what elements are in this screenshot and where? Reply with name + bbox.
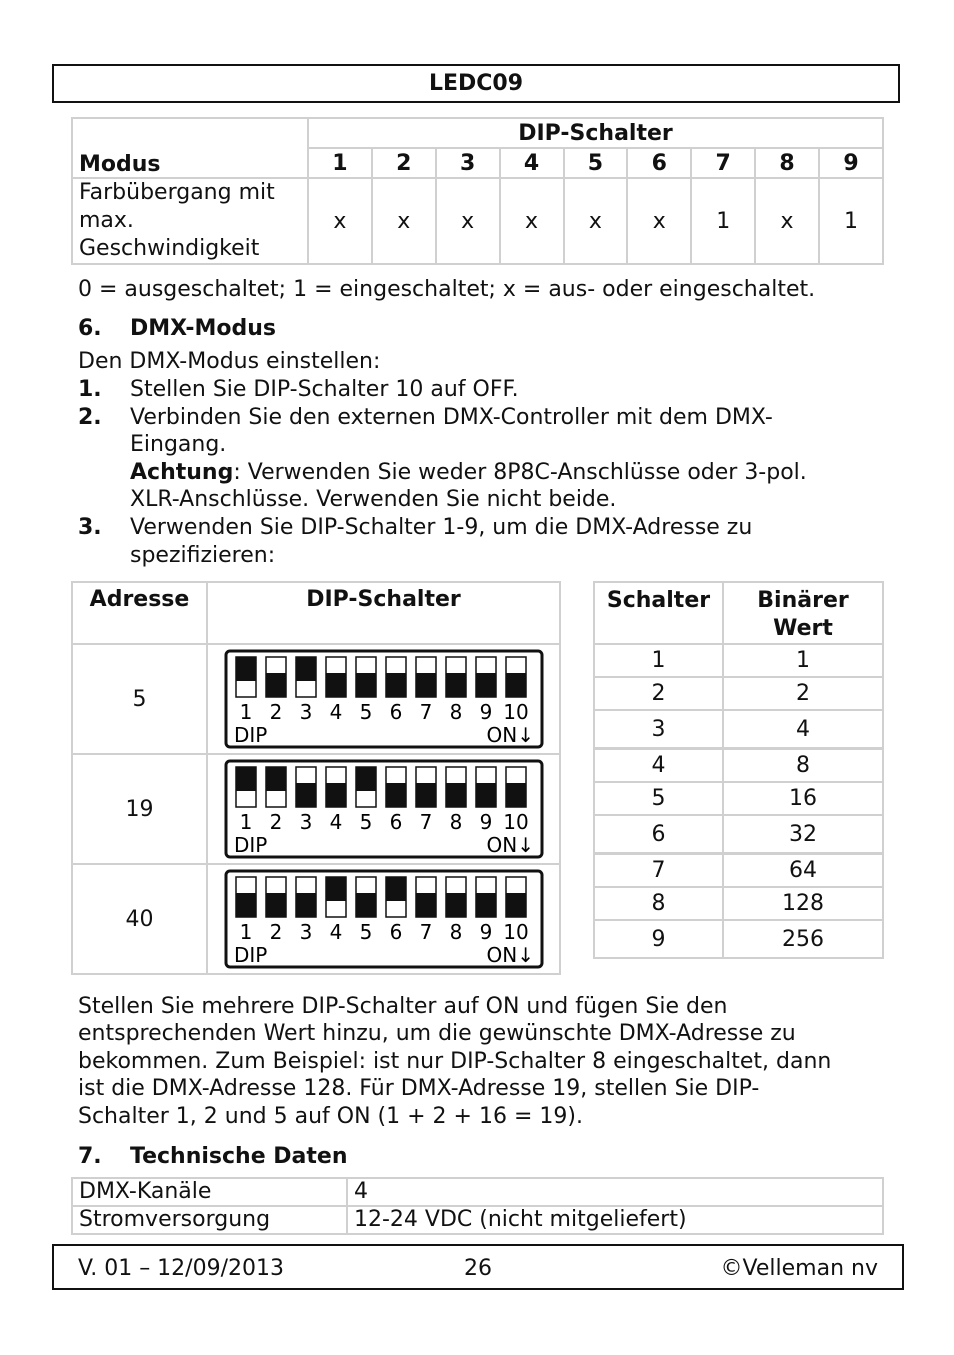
dip-switch-number: 2: [269, 920, 282, 944]
dip-switch-number: 6: [389, 700, 402, 724]
footer-page-number: 26: [464, 1256, 492, 1281]
binary-value-header: Binärer Wert: [723, 582, 883, 644]
table-row: 9 256: [594, 920, 883, 958]
switch-number: 6: [627, 148, 691, 178]
step-number: 2.: [78, 405, 102, 430]
explanation-line: entsprechenden Wert hinzu, um die gewünschte DMX-Adresse zu: [78, 1021, 796, 1046]
table-row: 8 128: [594, 887, 883, 920]
dip-label: DIP: [233, 723, 267, 747]
step-text: Eingang.: [130, 432, 227, 457]
switch-value: 1: [691, 178, 755, 264]
dip-label: DIP: [233, 943, 267, 967]
modus-table: [71, 117, 884, 265]
dip-header: DIP-Schalter: [308, 118, 883, 148]
table-row: 6 32: [594, 815, 883, 854]
step-number: 1.: [78, 377, 102, 402]
dip-switch-number: 8: [449, 810, 462, 834]
dip-switch-number: 5: [359, 810, 372, 834]
section-7-number: 7.: [78, 1144, 102, 1169]
section-6-title: DMX-Modus: [130, 316, 276, 341]
dip-switch-svg: [224, 649, 544, 749]
dip-switch-number: 8: [449, 920, 462, 944]
dip-switch-svg: [224, 759, 544, 859]
address-header: Adresse: [72, 582, 207, 644]
dip-switch-number: 4: [329, 810, 342, 834]
switch-value: 1: [819, 178, 883, 264]
table-row: 1 1: [594, 644, 883, 677]
modus-header: Modus: [72, 118, 308, 178]
switch-value: x: [500, 178, 564, 264]
dip-switch-diagram: [207, 644, 560, 754]
table-row: 5 16: [594, 782, 883, 815]
dip-switch-number: 10: [502, 700, 529, 724]
switch-value: x: [564, 178, 628, 264]
switch-value: x: [627, 178, 691, 264]
dip-switch-number: 9: [479, 810, 492, 834]
switch-number: 7: [691, 148, 755, 178]
step-text: Verbinden Sie den externen DMX-Controller mit dem DMX-: [130, 405, 773, 430]
spec-value: 4: [347, 1178, 883, 1206]
switch-value: x: [372, 178, 436, 264]
mode-label: Farbübergang mit max. Geschwindigkeit: [72, 178, 308, 264]
table-row: 2 2: [594, 677, 883, 710]
table-row: 7 64: [594, 854, 883, 888]
on-label: ON↓: [486, 943, 534, 967]
tech-specs-table: [71, 1177, 884, 1235]
address-value: 19: [72, 754, 207, 864]
switch-number: 1: [308, 148, 372, 178]
spec-label: Stromversorgung: [72, 1206, 347, 1234]
switch-number: 5: [564, 148, 628, 178]
table-row: [72, 754, 560, 864]
table-row: 3 4: [594, 710, 883, 749]
switch-number: 9: [819, 148, 883, 178]
dip-switch-off: [503, 767, 528, 834]
table-row: [72, 644, 560, 754]
step-text: spezifizieren:: [130, 543, 276, 568]
switch-legend: 0 = ausgeschaltet; 1 = eingeschaltet; x = aus- oder eingeschaltet.: [78, 277, 816, 302]
dip-switch-number: 6: [389, 920, 402, 944]
explanation-line: ist die DMX-Adresse 128. Für DMX-Adresse 19, stellen Sie DIP-: [78, 1076, 760, 1101]
dip-switch-number: 1: [239, 920, 252, 944]
on-label: ON↓: [486, 723, 534, 747]
dip-switch-number: 10: [502, 810, 529, 834]
dip-switch-number: 5: [359, 700, 372, 724]
table-row: [72, 1206, 883, 1234]
section-6-number: 6.: [78, 316, 102, 341]
binary-value-table: [593, 581, 884, 959]
dip-switch-diagram: [207, 864, 560, 974]
header-title: LEDC09: [428, 71, 524, 96]
explanation-line: Schalter 1, 2 und 5 auf ON (1 + 2 + 16 = 19).: [78, 1104, 583, 1129]
switch-header: Schalter: [594, 582, 723, 644]
spec-value: 12-24 VDC (nicht mitgeliefert): [347, 1206, 883, 1234]
dip-switch-number: 9: [479, 920, 492, 944]
step-note: Achtung: Verwenden Sie weder 8P8C-Anschlüsse oder 3-pol.: [130, 460, 807, 485]
table-row: [72, 864, 560, 974]
explanation-line: Stellen Sie mehrere DIP-Schalter auf ON und fügen Sie den: [78, 994, 728, 1019]
on-label: ON↓: [486, 833, 534, 857]
step-text: Stellen Sie DIP-Schalter 10 auf OFF.: [130, 377, 519, 402]
dip-switch-number: 1: [239, 810, 252, 834]
footer-copyright: ©Velleman nv: [720, 1256, 878, 1281]
address-value: 5: [72, 644, 207, 754]
dip-switch-number: 2: [269, 810, 282, 834]
dip-switch-svg: [224, 869, 544, 969]
dip-switch-number: 3: [299, 810, 312, 834]
switch-value: x: [308, 178, 372, 264]
dip-switch-number: 3: [299, 920, 312, 944]
dip-switch-number: 4: [329, 920, 342, 944]
dip-switch-off: [503, 657, 528, 724]
dip-switch-number: 3: [299, 700, 312, 724]
address-value: 40: [72, 864, 207, 974]
section-7-title: Technische Daten: [130, 1144, 348, 1169]
address-dip-table: [71, 581, 561, 975]
dip-switch-number: 8: [449, 700, 462, 724]
table-row: [72, 178, 883, 264]
switch-number: 2: [372, 148, 436, 178]
dip-switch-number: 7: [419, 810, 432, 834]
dip-switch-number: 4: [329, 700, 342, 724]
table-row: [72, 1178, 883, 1206]
table-row: 4 8: [594, 749, 883, 783]
dip-switch-number: 5: [359, 920, 372, 944]
dip-switch-number: 7: [419, 700, 432, 724]
switch-value: x: [755, 178, 819, 264]
dip-switch-number: 2: [269, 700, 282, 724]
switch-number: 3: [436, 148, 500, 178]
footer-version: V. 01 – 12/09/2013: [78, 1256, 284, 1281]
dip-switch-number: 10: [502, 920, 529, 944]
dip-switch-number: 7: [419, 920, 432, 944]
note-label: Achtung: [130, 460, 234, 485]
dip-switch-number: 1: [239, 700, 252, 724]
dip-switch-header: DIP-Schalter: [207, 582, 560, 644]
section-6-intro: Den DMX-Modus einstellen:: [78, 349, 381, 374]
document-footer: [52, 1244, 904, 1290]
switch-number: 8: [755, 148, 819, 178]
step-number: 3.: [78, 515, 102, 540]
spec-label: DMX-Kanäle: [72, 1178, 347, 1206]
dip-switch-number: 9: [479, 700, 492, 724]
explanation-line: bekommen. Zum Beispiel: ist nur DIP-Schalter 8 eingeschaltet, dann: [78, 1049, 832, 1074]
dip-switch-diagram: [207, 754, 560, 864]
switch-number: 4: [500, 148, 564, 178]
dip-switch-number: 6: [389, 810, 402, 834]
step-text: Verwenden Sie DIP-Schalter 1-9, um die DMX-Adresse zu: [130, 515, 753, 540]
dip-switch-off: [503, 877, 528, 944]
dip-label: DIP: [233, 833, 267, 857]
step-note: XLR-Anschlüsse. Verwenden Sie nicht beide.: [130, 487, 617, 512]
document-header: [52, 64, 900, 103]
switch-value: x: [436, 178, 500, 264]
